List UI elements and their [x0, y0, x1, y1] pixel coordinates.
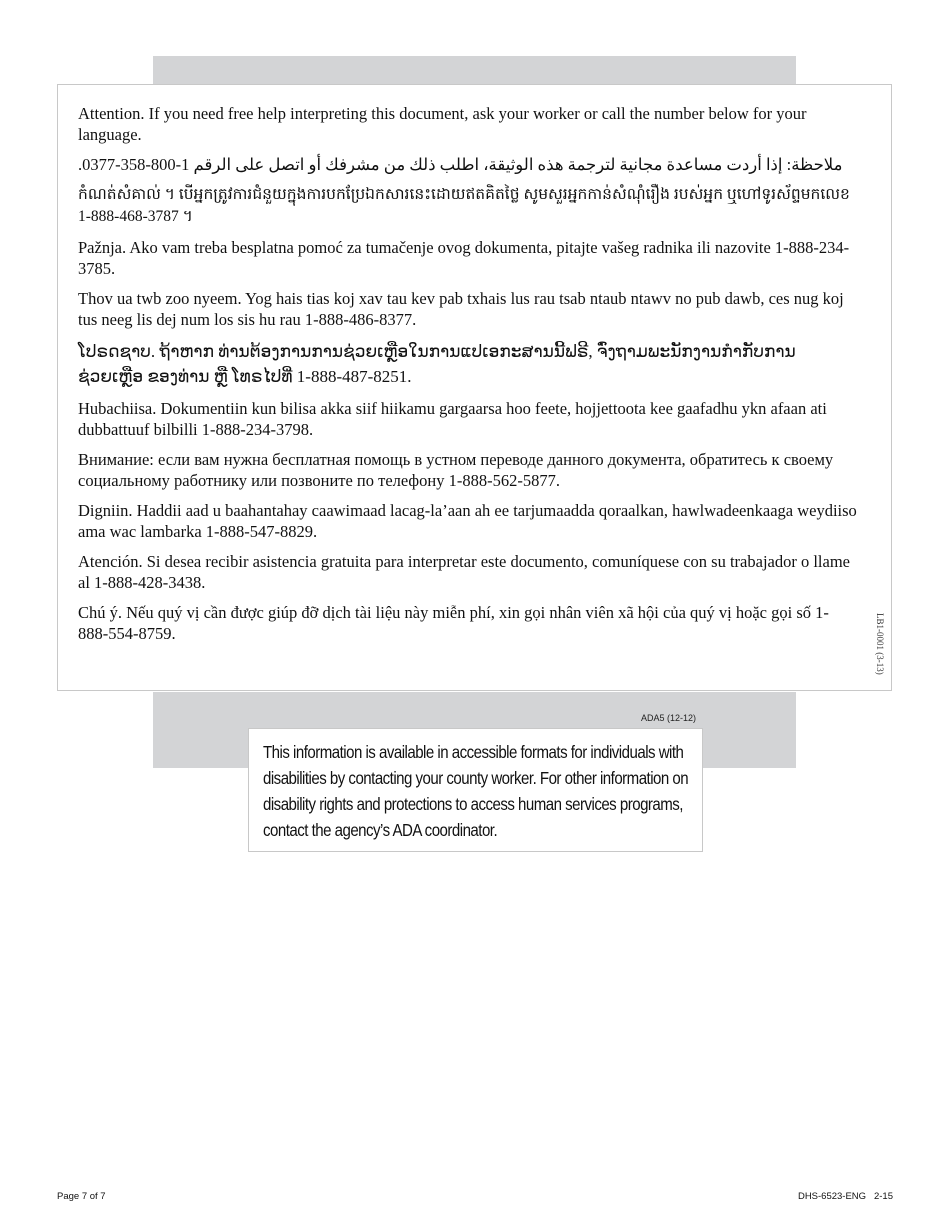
page-number: Page 7 of 7 — [57, 1191, 106, 1202]
ada-notice — [248, 728, 703, 852]
form-side-code: LB1-0001 (3-13) — [875, 613, 885, 675]
notice-vietnamese: Chú ý. Nếu quý vị cần được giúp đỡ dịch tài liệu này miễn phí, xin gọi nhân viên xã hội của quý vị hoặc gọi số 1-888-554-8759. — [78, 603, 829, 643]
notice-hmong: Thov ua twb zoo nyeem. Yog hais tias koj xav tau kev pab txhais lus rau tsab ntaub ntawv no pub dawb, ces nug koj tus neeg lis dej num los sis hu rau 1-888-486-8377. — [78, 289, 844, 329]
notice-spanish: Atención. Si desea recibir asistencia gratuita para interpretar este documento, comuníquese con su trabajador o llame al 1-888-428-3438. — [78, 552, 850, 592]
ada-code: ADA5 (12-12) — [641, 713, 697, 723]
notice-khmer: កំណត់សំគាល់ ។ បើអ្នកត្រូវការជំនួយក្នុងការបកប្រែឯកសារនេះដោយឥតគិតថ្លៃ សូមសួរអ្នកកាន់សំណុំរឿង របស់អ្នក ឬហៅទូរស័ព្ទមកលេខ 1-888-468-3787 ។ — [78, 186, 850, 225]
notice-lao: ໂປຣດຊາບ. ຖ້າຫາກ ທ່ານຕ້ອງການການຊ່ວຍເຫຼືອໃນການແປເອກະສານນີ້ຟຣີ, ຈົ່ງຖາມພະນັກງານກຳກັບການຊ່ວຍເຫຼືອ ຂອງທ່ານ ຫຼື ໂທຣໄປທີ່ 1-888-487-8251. — [78, 342, 796, 386]
notice-arabic: ملاحظة: إذا أردت مساعدة مجانية لترجمة هذه الوثيقة، اطلب ذلك من مشرفك أو اتصل على الرقم 1-800-358-0377. — [78, 155, 843, 174]
notice-oromo: Hubachiisa. Dokumentiin kun bilisa akka siif hiikamu gargaarsa hoo feete, hojjettoota kee gaafadhu ykn afaan ati dubbattuuf bilbilli 1-888-234-3798. — [78, 399, 827, 439]
ada-notice-text: This information is available in accessible formats for individuals with disabilities by contacting your county worker. For other information on disability rights and protections to access human services programs, contact the agency’s ADA coordinator. — [263, 742, 689, 840]
notice-english: Attention. If you need free help interpreting this document, ask your worker or call the number below for your language. — [78, 104, 807, 144]
form-id: DHS-6523-ENG 2-15 — [797, 1191, 893, 1202]
notice-bosnian: Pažnja. Ako vam treba besplatna pomoć za tumačenje ovog dokumenta, pitajte vašeg radnika ili nazovite 1-888-234-3785. — [78, 238, 850, 278]
notice-russian: Внимание: если вам нужна бесплатная помощь в устном переводе данного документа, обратитесь к своему социальному работнику или позвоните по телефону 1-888-562-5877. — [78, 450, 834, 490]
header-band — [153, 56, 796, 84]
language-notice-box — [57, 84, 892, 691]
notice-somali: Digniin. Haddii aad u baahantahay caawimaad lacag-la’aan ah ee tarjumaadda qoraalkan, hawlwadeenkaaga weydiiso ama wac lambarka 1-888-547-8829. — [78, 501, 857, 541]
